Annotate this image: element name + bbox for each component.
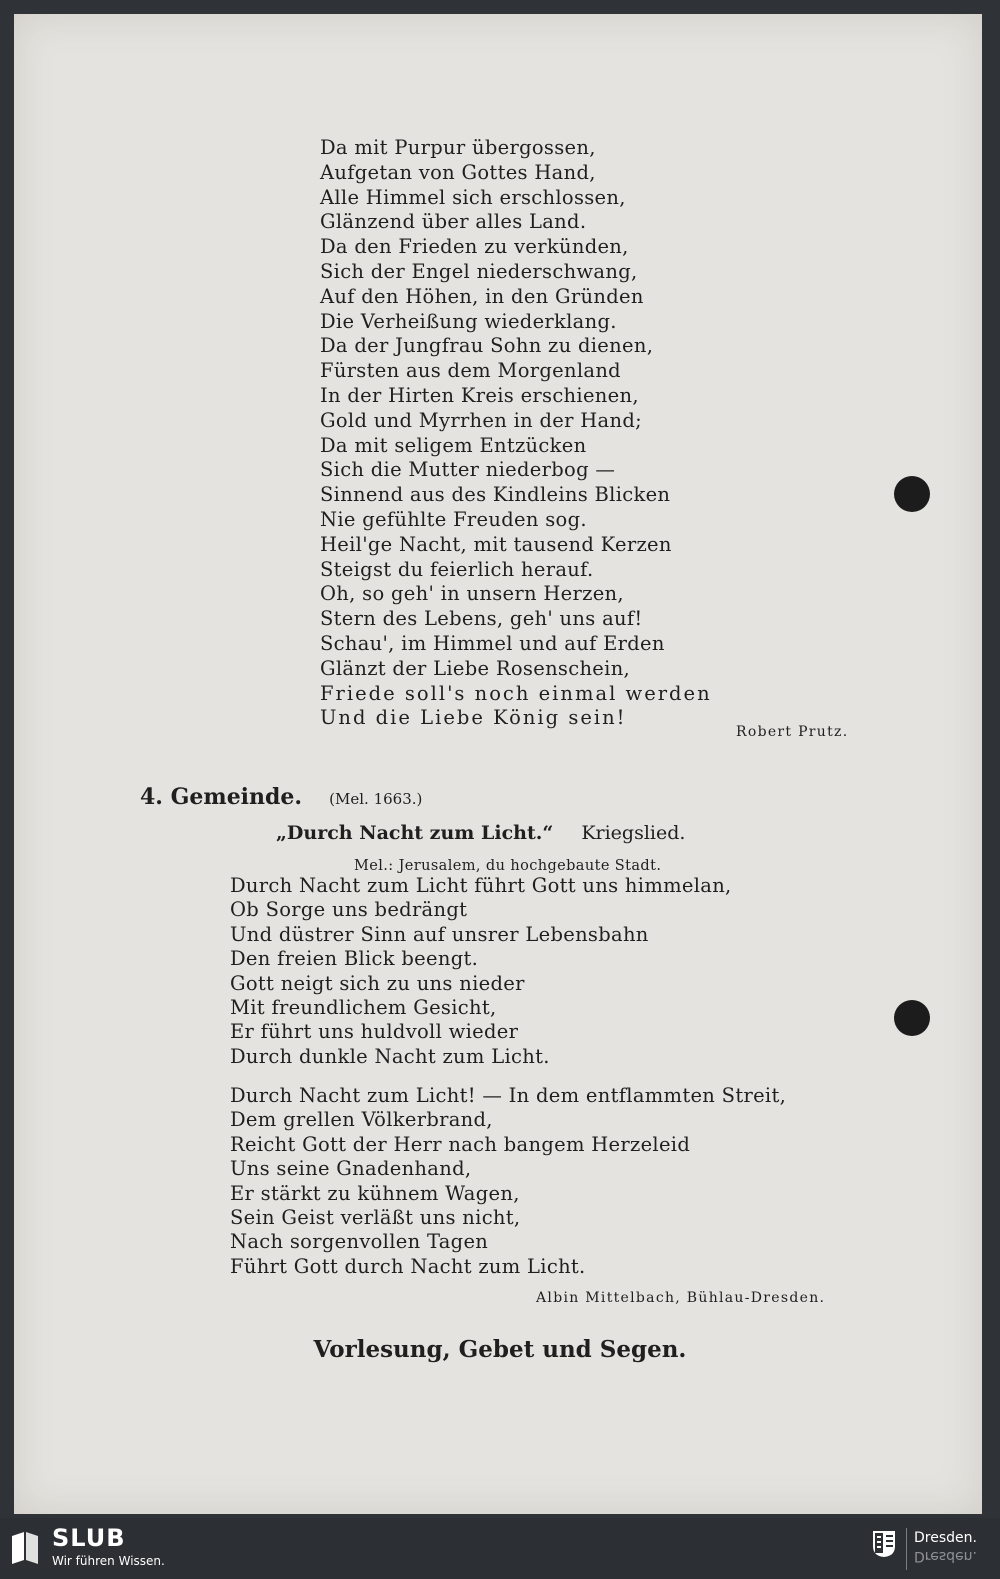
stanza-line: Und düstrer Sinn auf unsrer Lebensbahn: [230, 922, 649, 946]
city-crest-icon: [872, 1530, 896, 1558]
stanza-line: Durch dunkle Nacht zum Licht.: [230, 1044, 550, 1068]
poem-line: Gold und Myrrhen in der Hand;: [320, 408, 642, 432]
poem-line: Da der Jungfrau Sohn zu dienen,: [320, 334, 654, 358]
poem-line: Da mit Purpur übergossen,: [320, 136, 596, 159]
stanza-line: Er führt uns huldvoll wieder: [230, 1020, 519, 1044]
stanza-line: Nach sorgenvollen Tagen: [230, 1230, 489, 1254]
stanza-line: Den freien Blick beengt.: [230, 947, 479, 971]
poem-line: Steigst du feierlich herauf.: [320, 557, 594, 581]
stanza-line: Reicht Gott der Herr nach bangem Herzeleid: [230, 1132, 691, 1156]
poem-line: Friede soll's noch einmal werden: [320, 681, 712, 705]
punch-hole: [894, 476, 930, 512]
poem-line: Da den Frieden zu verkünden,: [320, 235, 629, 259]
stanza-line: Ob Sorge uns bedrängt: [230, 898, 468, 922]
song-title: „Durch Nacht zum Licht.“: [276, 822, 554, 844]
poem-author: Robert Prutz.: [736, 724, 849, 740]
stanza-line: Führt Gott durch Nacht zum Licht.: [230, 1254, 586, 1278]
song-kind: Kriegslied.: [581, 822, 686, 844]
poem-line: Fürsten aus dem Morgenland: [320, 359, 621, 383]
stanza-line: Durch Nacht zum Licht führt Gott uns himmelan,: [230, 874, 732, 897]
document-page: [14, 14, 982, 1514]
poem-line: Nie gefühlte Freuden sog.: [320, 507, 587, 531]
poem-line: Sinnend aus des Kindleins Blicken: [320, 483, 671, 507]
footer-divider: [906, 1528, 907, 1570]
poem-line: Sich die Mutter niederbog —: [320, 458, 616, 482]
poem-line: Die Verheißung wiederklang.: [320, 309, 617, 333]
song-title-line: [276, 822, 685, 844]
poem-line: Und die Liebe König sein!: [320, 706, 627, 730]
stanza-line: Mit freundlichem Gesicht,: [230, 996, 497, 1020]
stanza-line: Sein Geist verläßt uns nicht,: [230, 1206, 521, 1230]
punch-hole: [894, 1000, 930, 1036]
poem-line: Glänzend über alles Land.: [320, 210, 587, 234]
book-icon: [10, 1530, 40, 1566]
footer-bar: [0, 1518, 1000, 1579]
stanza-line: Uns seine Gnadenhand,: [230, 1157, 472, 1181]
poem-line: Sich der Engel niederschwang,: [320, 259, 638, 283]
stanza-1: [230, 874, 732, 1069]
city-logo-reflection: Dresden.: [914, 1548, 977, 1564]
slub-logo-text[interactable]: SLUB: [52, 1524, 126, 1552]
slub-tagline: Wir führen Wissen.: [52, 1554, 165, 1568]
closing-heading: Vorlesung, Gebet und Segen.: [313, 1336, 687, 1363]
stanza-2: [230, 1084, 786, 1279]
section-heading: [140, 784, 422, 810]
poem-line: In der Hirten Kreis erschienen,: [320, 383, 639, 407]
stanza-line: Dem grellen Völkerbrand,: [230, 1108, 493, 1132]
stanza-line: Durch Nacht zum Licht! — In dem entflammten Streit,: [230, 1084, 787, 1107]
poem-line: Aufgetan von Gottes Hand,: [320, 160, 596, 184]
city-logo-text[interactable]: Dresden.: [914, 1530, 977, 1546]
poem-line: Glänzt der Liebe Rosenschein,: [320, 656, 631, 680]
poem-line: Da mit seligem Entzücken: [320, 433, 587, 457]
poem-line: Schau', im Himmel und auf Erden: [320, 631, 665, 655]
song-author: Albin Mittelbach, Bühlau-Dresden.: [536, 1290, 826, 1306]
stanza-line: Gott neigt sich zu uns nieder: [230, 971, 525, 995]
stanza-line: Er stärkt zu kühnem Wagen,: [230, 1181, 520, 1205]
poem-line: Heil'ge Nacht, mit tausend Kerzen: [320, 532, 672, 556]
poem-line: Auf den Höhen, in den Gründen: [320, 284, 644, 308]
poem-line: Stern des Lebens, geh' uns auf!: [320, 607, 643, 631]
poem-line: Alle Himmel sich erschlossen,: [320, 185, 626, 209]
section-number: 4. Gemeinde.: [140, 784, 303, 810]
poem-line: Oh, so geh' in unsern Herzen,: [320, 582, 624, 606]
section-melody-ref: (Mel. 1663.): [329, 790, 423, 808]
poem: [320, 136, 712, 731]
song-melody: Mel.: Jerusalem, du hochgebaute Stadt.: [354, 858, 662, 874]
